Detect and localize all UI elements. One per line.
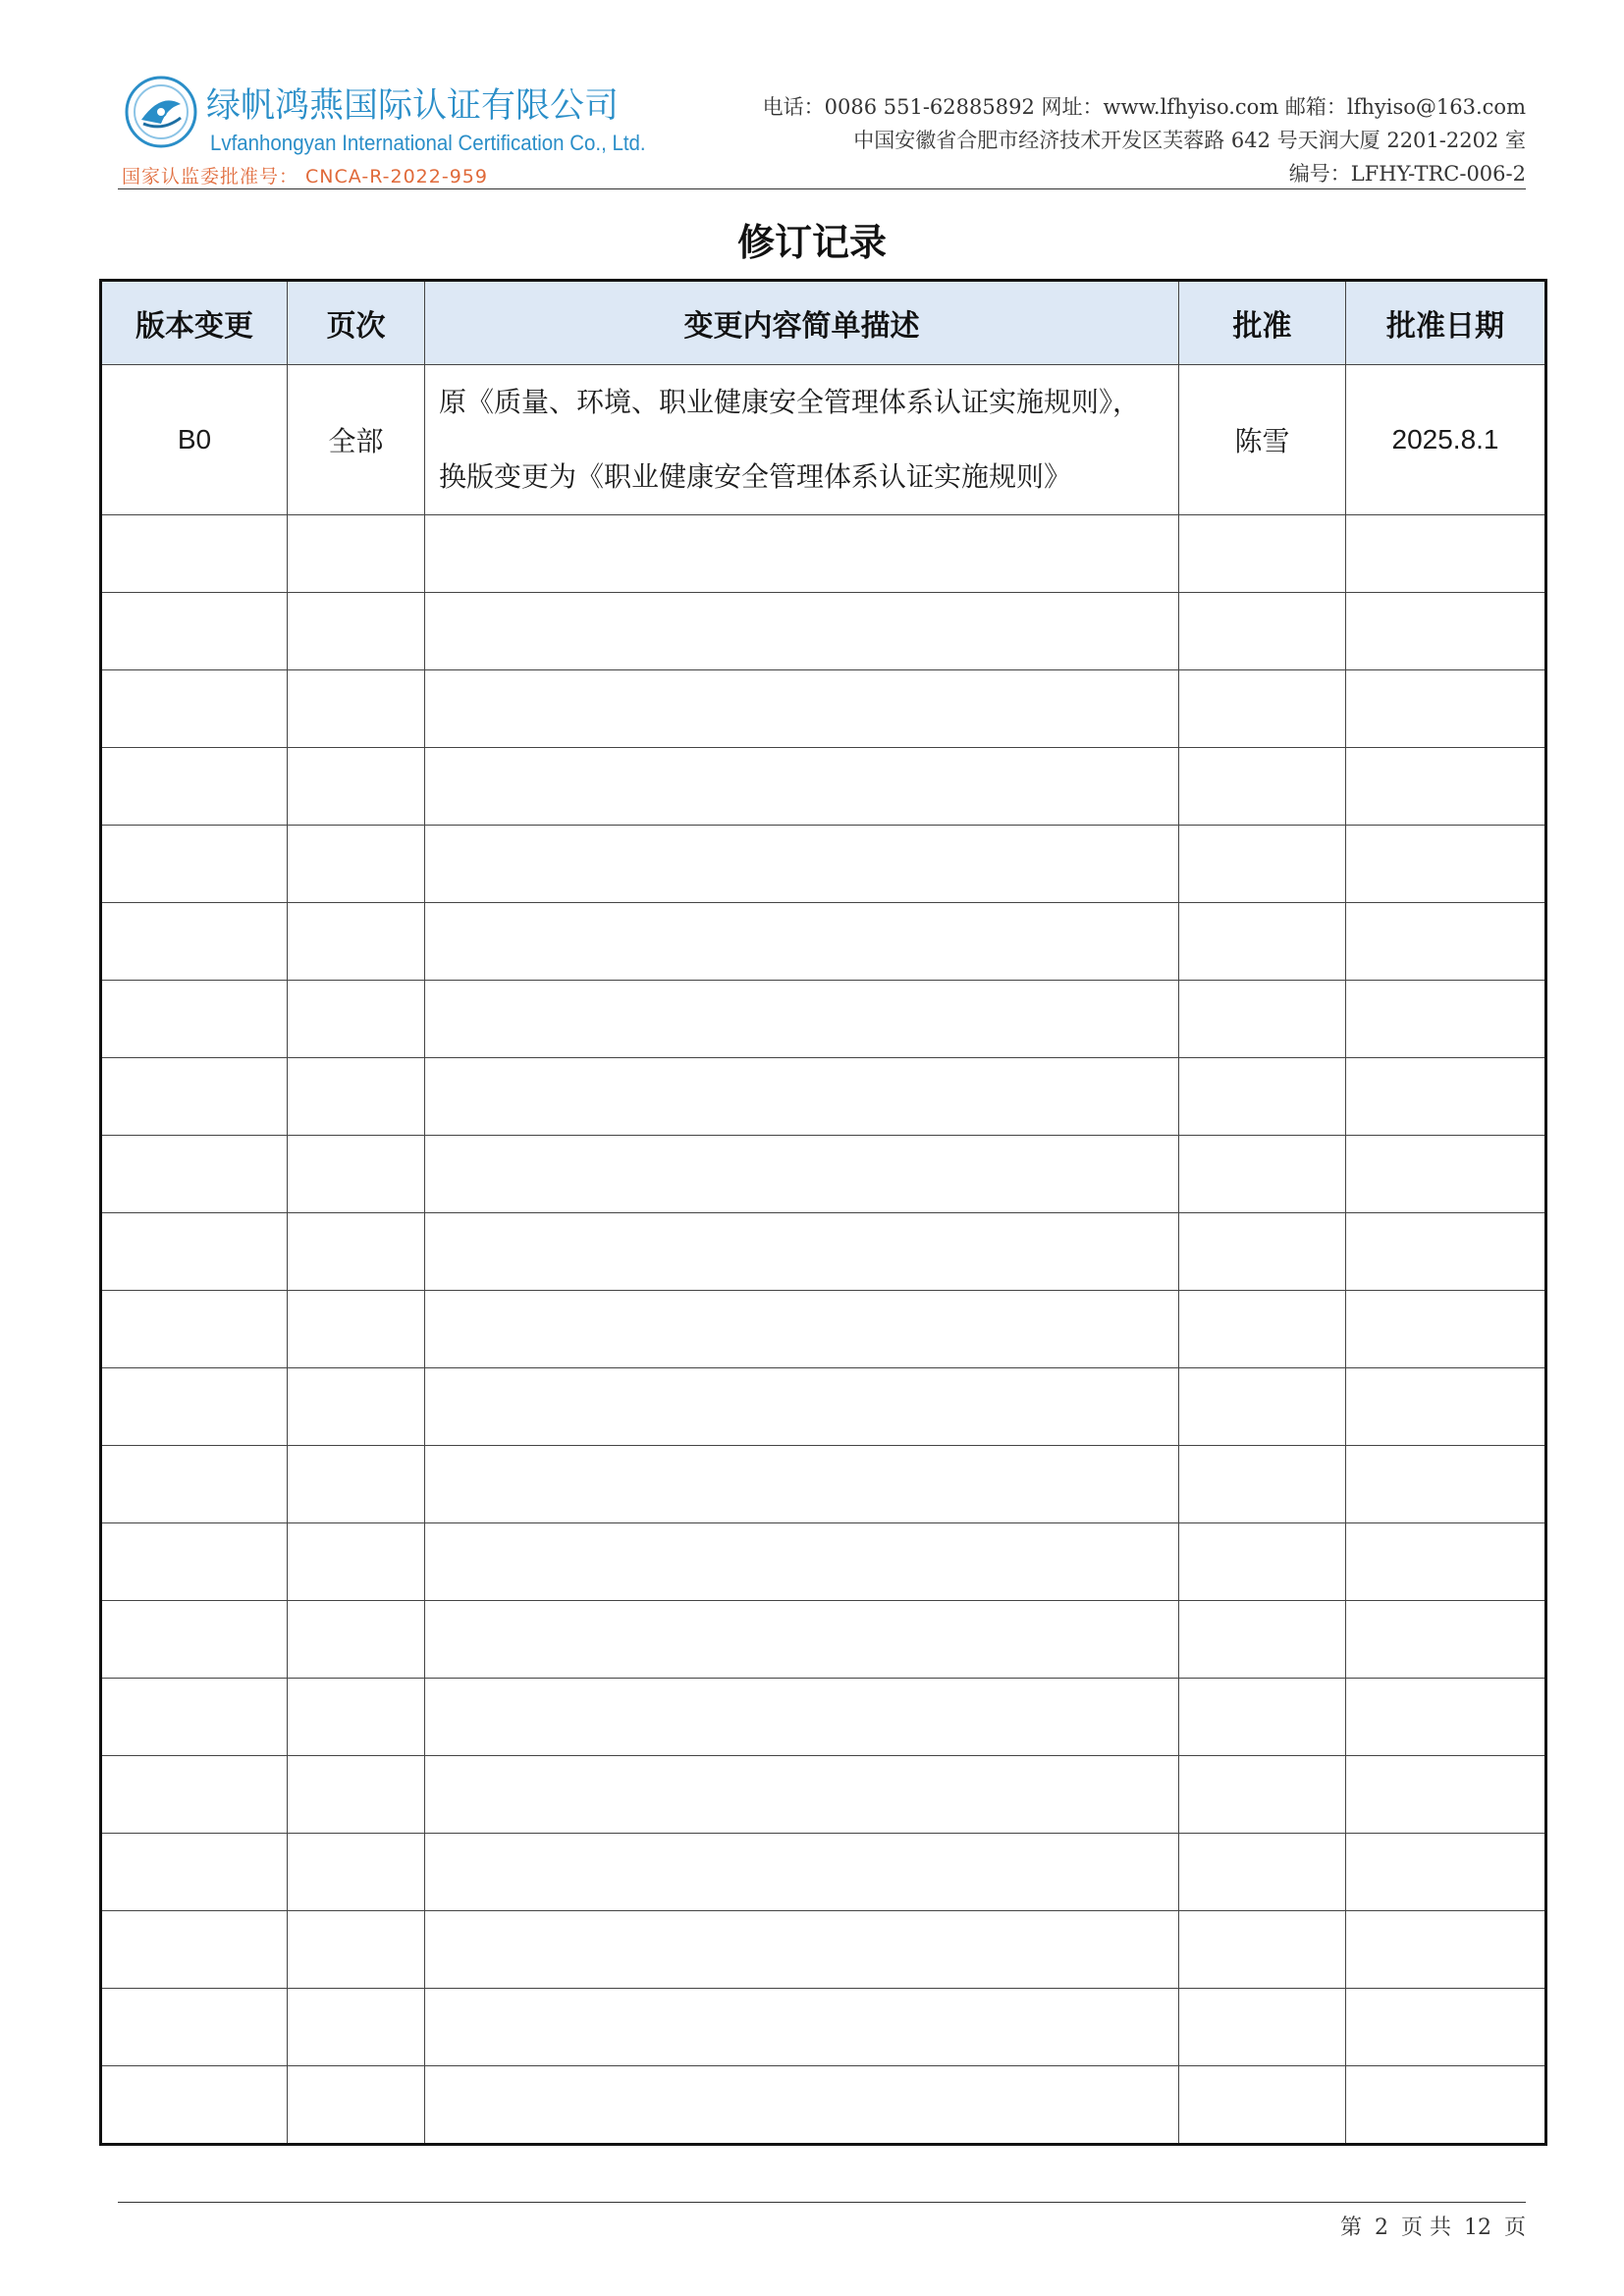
table-row	[101, 1213, 1546, 1291]
footer-prefix: 第	[1339, 2216, 1362, 2240]
cell-description	[425, 1058, 1179, 1136]
cell-description	[425, 670, 1179, 748]
cell-pages	[288, 1834, 425, 1911]
cell-description	[425, 903, 1179, 981]
globe-sail-logo-icon	[124, 75, 198, 149]
cell-version	[101, 1446, 288, 1523]
cell-approval-date	[1346, 593, 1546, 670]
cell-approver	[1179, 1523, 1346, 1601]
cell-approver	[1179, 670, 1346, 748]
cnca-approval-number: 国家认监委批准号： CNCA-R-2022-959	[122, 166, 488, 187]
cell-description	[425, 1756, 1179, 1834]
cell-version	[101, 1834, 288, 1911]
cell-version	[101, 1756, 288, 1834]
cell-approver	[1179, 1368, 1346, 1446]
col-header-approval-date: 批准日期	[1346, 281, 1546, 365]
table-row	[101, 1989, 1546, 2066]
cell-approver	[1179, 1058, 1346, 1136]
cell-pages	[288, 1291, 425, 1368]
cell-version	[101, 1911, 288, 1989]
cell-description	[425, 1446, 1179, 1523]
cell-version	[101, 1213, 288, 1291]
cell-version	[101, 1058, 288, 1136]
page-title: 修订记录	[736, 221, 887, 264]
revision-record-table	[99, 279, 1547, 2146]
cell-description	[425, 748, 1179, 826]
cell-version: B0	[101, 365, 288, 515]
cell-approval-date	[1346, 1679, 1546, 1756]
cell-pages	[288, 748, 425, 826]
table-row	[101, 1136, 1546, 1213]
cell-description	[425, 1679, 1179, 1756]
table-header-row	[101, 281, 1546, 365]
cell-approval-date	[1346, 1291, 1546, 1368]
cell-version	[101, 1291, 288, 1368]
cell-approver	[1179, 1756, 1346, 1834]
footer-suffix: 页	[1503, 2216, 1526, 2240]
cell-approval-date	[1346, 1911, 1546, 1989]
cell-pages	[288, 1058, 425, 1136]
cell-pages	[288, 981, 425, 1058]
cell-approver	[1179, 1291, 1346, 1368]
cell-approver	[1179, 593, 1346, 670]
table-row	[101, 1911, 1546, 1989]
contact-address: 中国安徽省合肥市经济技术开发区芙蓉路 642 号天润大厦 2201-2202 室	[853, 129, 1526, 152]
table-row	[101, 981, 1546, 1058]
footer-page: 2	[1374, 2216, 1388, 2240]
table-row	[101, 903, 1546, 981]
cell-pages	[288, 1911, 425, 1989]
cell-approver	[1179, 826, 1346, 903]
col-header-approver: 批准	[1179, 281, 1346, 365]
cell-approval-date	[1346, 1756, 1546, 1834]
cell-pages	[288, 1136, 425, 1213]
cell-description	[425, 1911, 1179, 1989]
table-row	[101, 826, 1546, 903]
cell-version	[101, 1989, 288, 2066]
cell-approval-date	[1346, 1213, 1546, 1291]
cell-approver	[1179, 1989, 1346, 2066]
cell-pages	[288, 2066, 425, 2145]
cell-approval-date	[1346, 1989, 1546, 2066]
cell-pages	[288, 1523, 425, 1601]
cell-description	[425, 1291, 1179, 1368]
table-row	[101, 1058, 1546, 1136]
cell-version	[101, 515, 288, 593]
cell-description	[425, 2066, 1179, 2145]
table-row	[101, 1368, 1546, 1446]
contact-block	[763, 90, 1526, 190]
cell-approval-date	[1346, 981, 1546, 1058]
page-number-footer	[1334, 2211, 1526, 2241]
cell-description	[425, 515, 1179, 593]
cell-approver	[1179, 903, 1346, 981]
cell-version	[101, 1136, 288, 1213]
cell-approval-date	[1346, 1834, 1546, 1911]
description-line: 换版变更为《职业健康安全管理体系认证实施规则》	[439, 460, 1072, 493]
cell-pages	[288, 593, 425, 670]
table-row	[101, 1679, 1546, 1756]
cell-pages	[288, 826, 425, 903]
company-name-en: Lvfanhongyan International Certification Co., Ltd.	[210, 131, 646, 155]
cell-description	[425, 1989, 1179, 2066]
cell-approver	[1179, 1834, 1346, 1911]
cell-description	[425, 365, 1179, 515]
table-row	[101, 1523, 1546, 1601]
cell-approver	[1179, 748, 1346, 826]
cell-approver	[1179, 1136, 1346, 1213]
cell-approval-date: 2025.8.1	[1346, 365, 1546, 515]
cell-approval-date	[1346, 1446, 1546, 1523]
footer-middle: 页 共	[1400, 2216, 1451, 2240]
cell-pages	[288, 1601, 425, 1679]
cell-pages	[288, 1679, 425, 1756]
cell-version	[101, 2066, 288, 2145]
cell-pages	[288, 670, 425, 748]
table-row	[101, 515, 1546, 593]
table-row	[101, 748, 1546, 826]
cell-description	[425, 981, 1179, 1058]
cell-approval-date	[1346, 826, 1546, 903]
cell-pages	[288, 515, 425, 593]
cell-approval-date	[1346, 1058, 1546, 1136]
table-row	[101, 1601, 1546, 1679]
header-divider	[118, 188, 1526, 189]
cell-description	[425, 1601, 1179, 1679]
cell-approval-date	[1346, 748, 1546, 826]
cell-description	[425, 1834, 1179, 1911]
table-row	[101, 1834, 1546, 1911]
contact-phone-web-email: 电话：0086 551-62885892 网址：www.lfhyiso.com 邮箱：lfhyiso@163.com	[762, 95, 1526, 119]
cell-version	[101, 826, 288, 903]
table-row	[101, 1446, 1546, 1523]
cell-pages	[288, 903, 425, 981]
cell-approval-date	[1346, 1136, 1546, 1213]
cell-approval-date	[1346, 670, 1546, 748]
cell-version	[101, 1679, 288, 1756]
col-header-description: 变更内容简单描述	[425, 281, 1179, 365]
cell-approver	[1179, 1679, 1346, 1756]
cell-version	[101, 981, 288, 1058]
cell-pages	[288, 1989, 425, 2066]
cell-description	[425, 1368, 1179, 1446]
cell-description	[425, 593, 1179, 670]
cell-description	[425, 1213, 1179, 1291]
cell-description	[425, 826, 1179, 903]
cell-version	[101, 903, 288, 981]
table-row	[101, 670, 1546, 748]
cell-approver	[1179, 2066, 1346, 2145]
cell-approver	[1179, 1601, 1346, 1679]
cell-version	[101, 1368, 288, 1446]
cell-description	[425, 1523, 1179, 1601]
table-row	[101, 2066, 1546, 2145]
cell-approver	[1179, 1213, 1346, 1291]
cell-pages	[288, 1756, 425, 1834]
document-number: 编号：LFHY-TRC-006-2	[1288, 162, 1526, 186]
table-row	[101, 593, 1546, 670]
cell-approval-date	[1346, 2066, 1546, 2145]
cell-approver: 陈雪	[1179, 365, 1346, 515]
table-row	[101, 1291, 1546, 1368]
cell-version	[101, 1523, 288, 1601]
cell-approver	[1179, 981, 1346, 1058]
cell-version	[101, 670, 288, 748]
cell-pages	[288, 1368, 425, 1446]
cell-pages	[288, 1213, 425, 1291]
cell-approver	[1179, 1911, 1346, 1989]
table-row	[101, 1756, 1546, 1834]
cell-version	[101, 748, 288, 826]
cell-approver	[1179, 515, 1346, 593]
cell-approval-date	[1346, 1368, 1546, 1446]
cell-description	[425, 1136, 1179, 1213]
col-header-version: 版本变更	[101, 281, 288, 365]
col-header-pages: 页次	[288, 281, 425, 365]
footer-total: 12	[1463, 2216, 1491, 2240]
cell-approval-date	[1346, 515, 1546, 593]
cell-version	[101, 593, 288, 670]
description-line: 原《质量、环境、职业健康安全管理体系认证实施规则》，	[439, 386, 1141, 418]
cell-approver	[1179, 1446, 1346, 1523]
footer-divider	[118, 2202, 1526, 2203]
cell-version	[101, 1601, 288, 1679]
cell-approval-date	[1346, 1523, 1546, 1601]
cell-pages: 全部	[288, 365, 425, 515]
cell-pages	[288, 1446, 425, 1523]
company-name-cn: 绿帆鸿燕国际认证有限公司	[206, 86, 620, 126]
cell-approval-date	[1346, 1601, 1546, 1679]
table-row	[101, 365, 1546, 515]
cell-approval-date	[1346, 903, 1546, 981]
